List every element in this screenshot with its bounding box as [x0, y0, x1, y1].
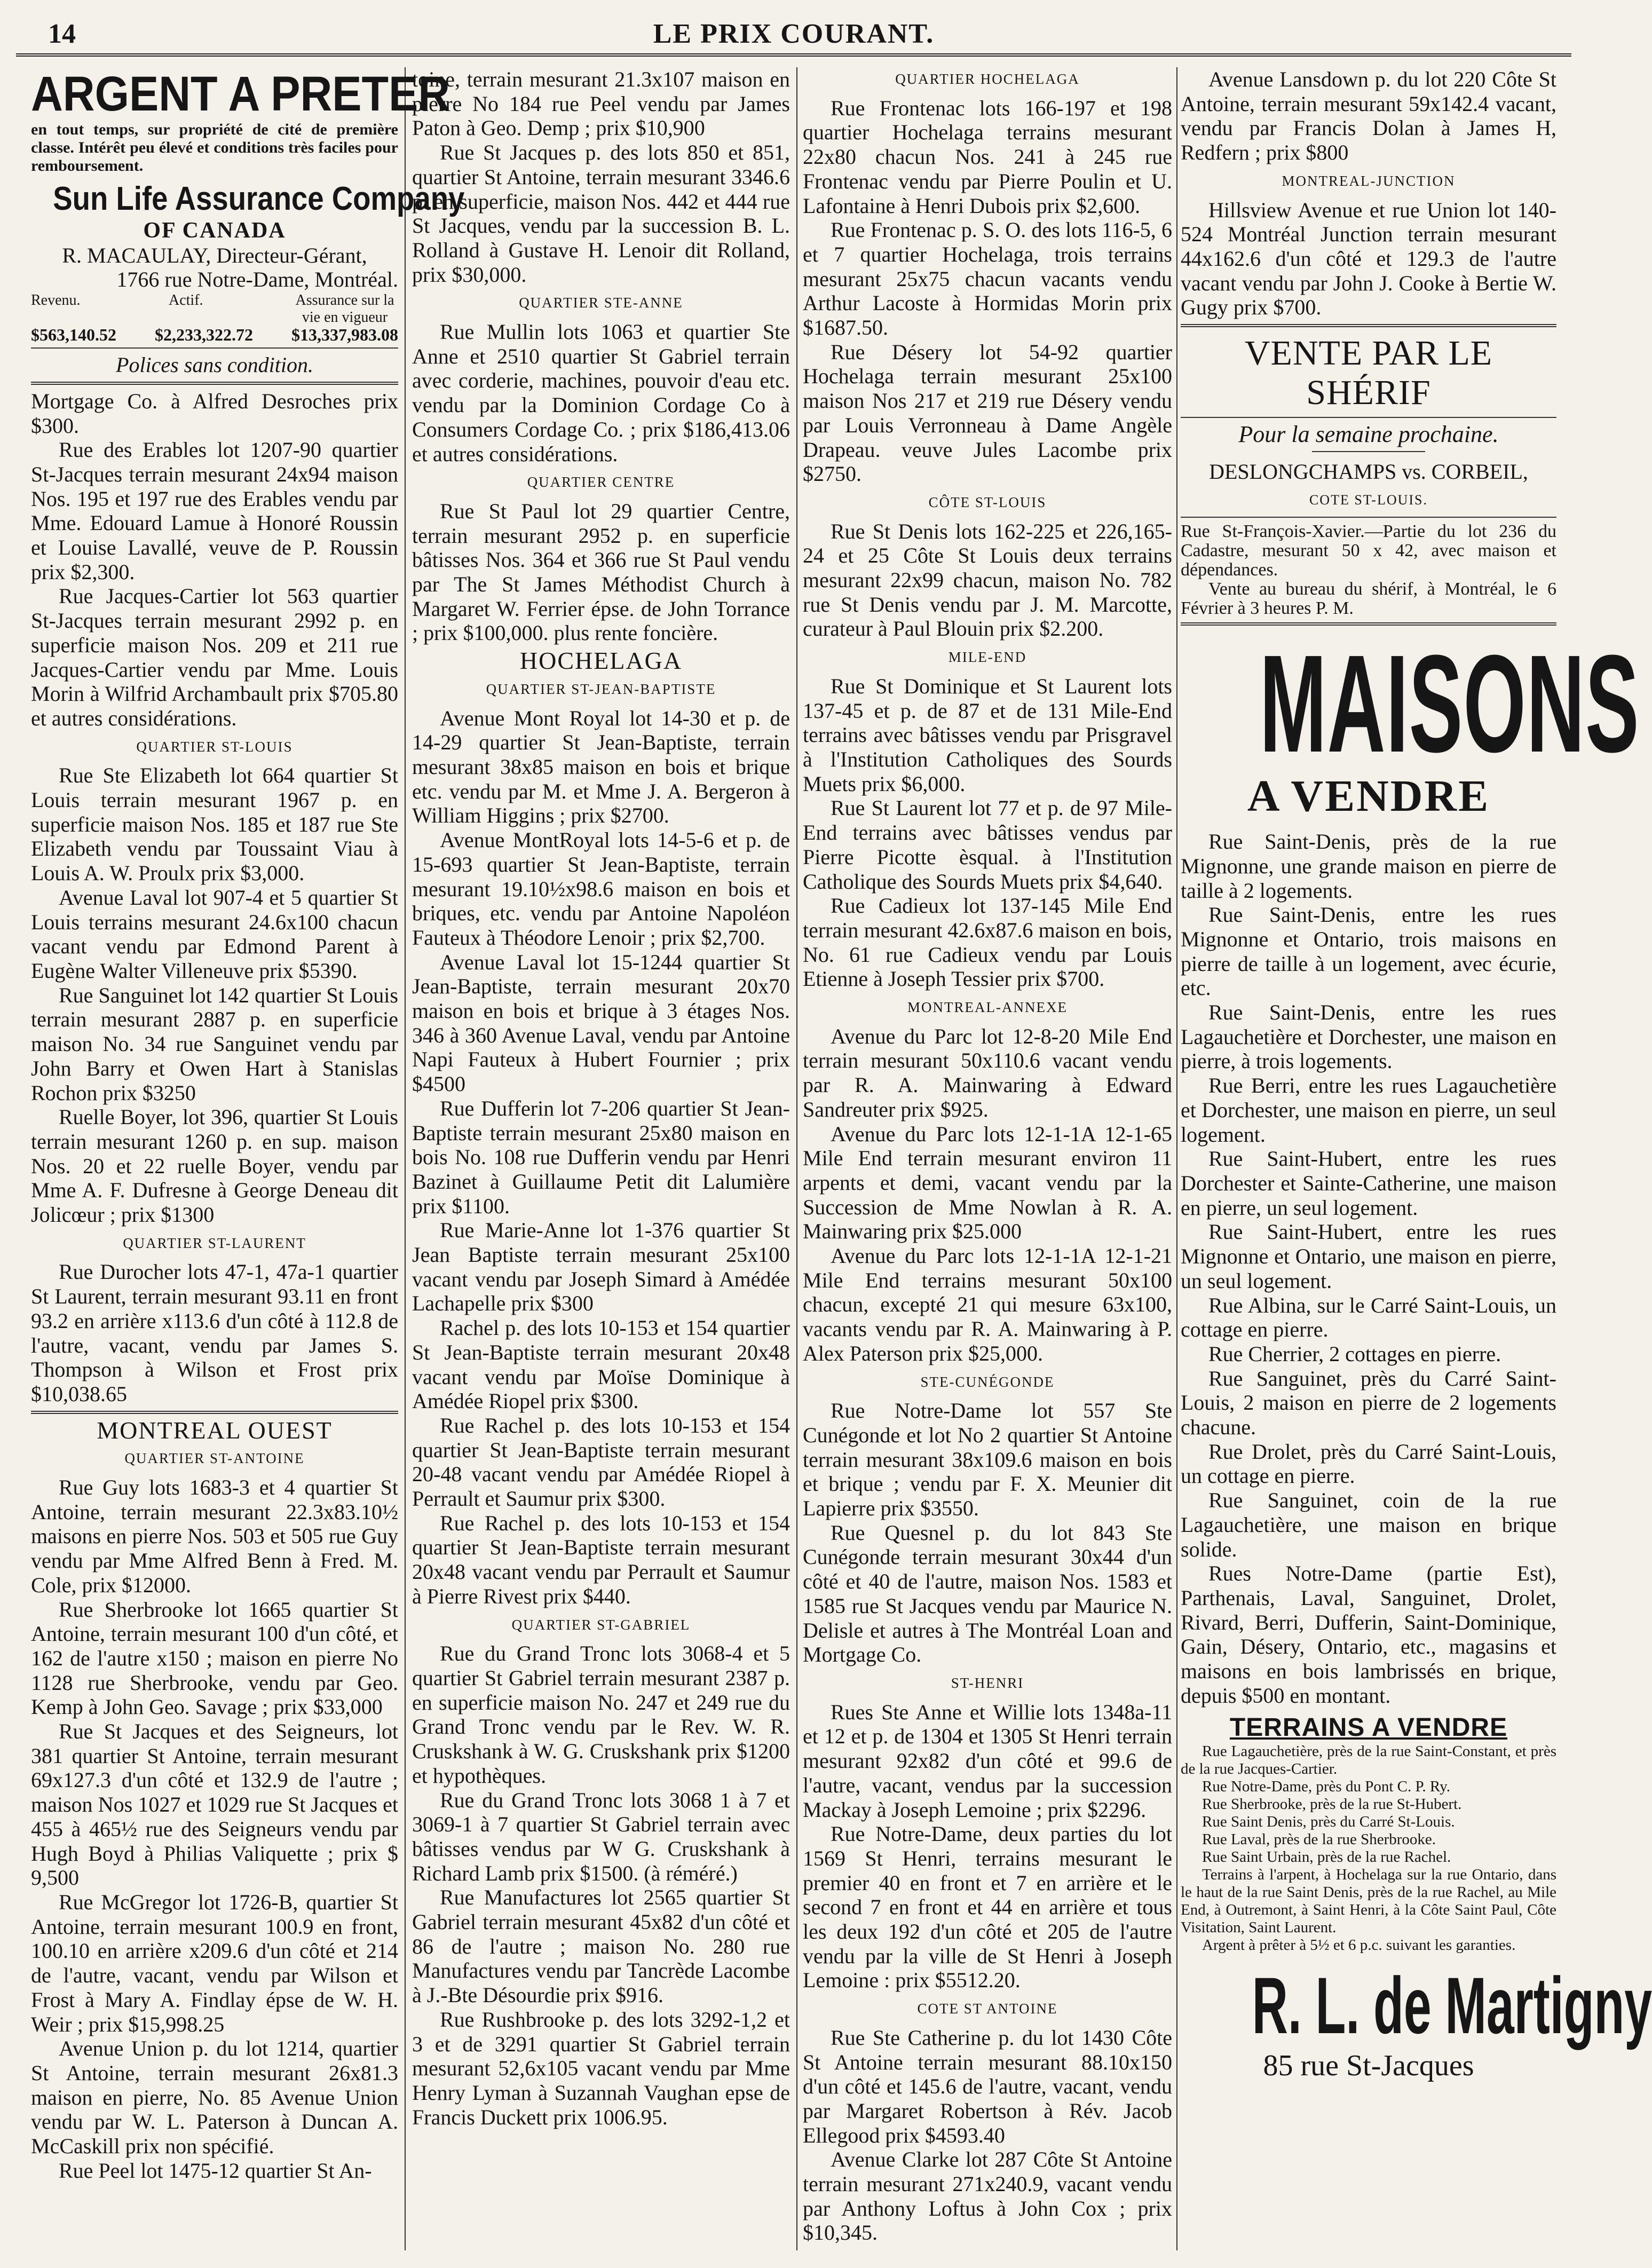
- district-heading: ST-HENRI: [951, 1675, 1024, 1691]
- listing: Avenue Union p. du lot 1214, quartier St Antoine, terrain mesurant 26x81.3 maison en pierre, No. 85 Avenue Union vendu par W. L. Paterson à Duncan A. McCaskill prix non spécifié.: [31, 2036, 398, 2159]
- terrain-listing: Rue Lagauchetière, près de la rue Saint-Constant, et près de la rue Jacques-Cartier.: [1181, 1743, 1556, 1778]
- house-listing: Rue Saint-Hubert, entre les rues Dorchester et Sainte-Catherine, une maison en pierre, un seul logement.: [1181, 1147, 1556, 1220]
- listing: Rue Marie-Anne lot 1-376 quartier St Jean Baptiste terrain mesurant 25x100 vacant vendu par Joseph Simard à Amédée Lachapelle prix $300: [412, 1218, 790, 1316]
- listing: Rue Mullin lots 1063 et quartier Ste Anne et 2510 quartier St Gabriel terrain avec corderie, machines, pouvoir d'eau etc. vendu par la Dominion Cordage Co à Consumers Cordage Co. ; prix $186,413.06 et autres considérations.: [412, 320, 790, 466]
- a-vendre-title: A VENDRE: [1247, 771, 1490, 821]
- house-listing: Rue Sanguinet, coin de la rue Lagauchetière, une maison en brique solide.: [1181, 1488, 1556, 1561]
- listing: Rue Guy lots 1683-3 et 4 quartier St Antoine, terrain mesurant 22.3x83.10½ maisons en pierre Nos. 503 et 505 rue Guy vendu par Mme Alfred Benn à Fred. M. Cole, prix $12000.: [31, 1475, 398, 1597]
- polices-note: Polices sans condition.: [116, 353, 313, 377]
- listing: Avenue du Parc lots 12-1-1A 12-1-21 Mile End terrains mesurant 50x100 chacun, excepté 21 qui mesure 63x100, vacants vendu par R. A. Mainwaring à P. Alex Paterson prix $25,000.: [803, 1244, 1172, 1365]
- advertiser-name: R. L. de Martigny: [1252, 1961, 1652, 2051]
- district-heading: QUARTIER STE-ANNE: [519, 295, 683, 311]
- listing: Rues Ste Anne et Willie lots 1348a-11 et 12 et p. de 1304 et 1305 St Henri terrain mesurant 92x82 d'un côté et 99.6 de l'autre, vacant, vendus par la succession Mackay à Joseph Lemoine ; prix $2296.: [803, 1700, 1172, 1822]
- section-heading: MONTREAL OUEST: [97, 1416, 333, 1444]
- listing: toine, terrain mesurant 21.3x107 maison en pierre No 184 rue Peel vendu par James Paton à Geo. Demp ; prix $10,900: [412, 67, 790, 140]
- listing: Rue St Dominique et St Laurent lots 137-45 et p. de 87 et de 131 Mile-End terrains avec bâtisses vendu par Prisgravel à l'Institution Catholiques des Sourds Muets prix $6,000.: [803, 674, 1172, 796]
- house-listing: Rue Drolet, près du Carré Saint-Louis, un cottage en pierre.: [1181, 1439, 1556, 1488]
- listing: Mortgage Co. à Alfred Desroches prix $300.: [31, 389, 398, 438]
- divider: [31, 382, 398, 385]
- listing: Rue Sherbrooke lot 1665 quartier St Antoine, terrain mesurant 100 d'un côté, et 162 de l'autre x150 ; maison en pierre No 1128 rue Sherbrooke, vendu par Geo. Kemp à John Geo. Savage ; prix $33,000: [31, 1597, 398, 1719]
- listing: Rue Frontenac p. S. O. des lots 116-5, 6 et 7 quartier Hochelaga, trois terrains mesurant 25x75 chacun vacants vendu Arthur Lacoste à Hormidas Morin prix $1687.50.: [803, 218, 1172, 340]
- listing: Rue Notre-Dame lot 557 Ste Cunégonde et lot No 2 quartier St Antoine terrain mesurant 38x109.6 maison en bois et brique ; vendu par F. X. Meunier dit Lapierre prix $3550.: [803, 1398, 1172, 1521]
- district-heading: MILE-END: [948, 649, 1027, 666]
- divider: [1181, 622, 1556, 626]
- district-heading: QUARTIER CENTRE: [527, 474, 675, 491]
- listing: Rue St Jacques p. des lots 850 et 851, quartier St Antoine, terrain mesurant 3346.6 p. en superficie, maison Nos. 442 et 444 rue St Jacques, vendu par la succession B. L. Rolland à Gustave H. Lenoir dit Rolland, prix $30,000.: [412, 140, 790, 287]
- district-heading: STE-CUNÉGONDE: [920, 1373, 1055, 1390]
- house-listing: Rue Berri, entre les rues Lagauchetière et Dorchester, une maison en pierre, un seul logement.: [1181, 1073, 1556, 1147]
- listing: Rue Rachel p. des lots 10-153 et 154 quartier St Jean-Baptiste terrain mesurant 20-48 vacant vendu par Amédée Riopel à Perrault et Saumur prix $300.: [412, 1413, 790, 1511]
- column-1: [31, 67, 465, 2250]
- divider: [31, 1411, 398, 1414]
- finance-table-row: [31, 326, 398, 343]
- company-subtitle: OF CANADA: [143, 218, 286, 243]
- listing: Rue St Paul lot 29 quartier Centre, terrain mesurant 2952 p. en superficie bâtisses Nos. 364 et 366 rue St Paul vendu par The St James Méthodist Church à Margaret W. Ferrier épse. de John Torrance ; prix $100,000. plus rente foncière.: [412, 499, 790, 645]
- case-name: DESLONGCHAMPS vs. CORBEIL,: [1209, 459, 1528, 484]
- house-listing: Rue Sanguinet, près du Carré Saint-Louis, 2 maison en pierre de 2 logements chacune.: [1181, 1366, 1556, 1440]
- district-heading: MONTREAL-JUNCTION: [1282, 172, 1456, 189]
- newspaper-title: LE PRIX COURANT.: [653, 19, 935, 49]
- listing: Rue Durocher lots 47-1, 47a-1 quartier St Laurent, terrain mesurant 93.11 en front 93.2 en arrière x113.6 d'un côté à 112.8 de l'autre, vacant, vendu par James S. Thompson à Wilson et Frost prix $10,038.65: [31, 1260, 398, 1406]
- divider: [1181, 417, 1556, 418]
- house-listing: Rue Saint-Denis, près de la rue Mignonne, une grande maison en pierre de taille à 2 logements.: [1181, 829, 1556, 903]
- listing: Avenue MontRoyal lots 14-5-6 et p. de 15-693 quartier St Jean-Baptiste, terrain mesurant 19.10½x98.6 maison en bois et briques, etc. vendu par Antoine Napoléon Fauteux à Théodore Lenoir ; prix $2,700.: [412, 828, 790, 950]
- page-number: 14: [48, 19, 76, 49]
- terrain-listing: Argent à prêter à 5½ et 6 p.c. suivant les garanties.: [1202, 1937, 1516, 1954]
- listing: Rue Désery lot 54-92 quartier Hochelaga terrain mesurant 25x100 maison Nos 217 et 219 rue Désery vendu par Louis Verronneau à Dame Angèle Drapeau. veuve Jules Lacombe prix $2750.: [803, 339, 1172, 486]
- divider: [31, 347, 398, 349]
- listing: Rue Cadieux lot 137-145 Mile End terrain mesurant 42.6x87.6 maison en bois, No. 61 rue Cadieux vendu par Louis Etienne à Joseph Tessier prix $700.: [803, 894, 1172, 991]
- next-week-note: Pour la semaine prochaine.: [1238, 421, 1499, 448]
- listing: Ruelle Boyer, lot 396, quartier St Louis terrain mesurant 1260 p. en sup. maison Nos. 20 et 22 ruelle Boyer, vendu par Mme A. F. Dufresne à George Deneau dit Jolicœur ; prix $1300: [31, 1105, 398, 1227]
- section-heading: HOCHELAGA: [519, 647, 683, 675]
- listing: Rue Frontenac lots 166-197 et 198 quartier Hochelaga terrains mesurant 22x80 chacun Nos. 241 à 245 rue Frontenac vendu par Pierre Poulin et U. Lafontaine à Henri Dubois prix $2,600.: [803, 96, 1172, 218]
- ad-title: ARGENT A PRETER: [31, 67, 450, 121]
- maisons-title: MAISONS: [1259, 627, 1640, 782]
- table-cell: $563,140.52: [31, 325, 116, 345]
- column-divider: [1176, 67, 1177, 2250]
- listing: Rue St Laurent lot 77 et p. de 97 Mile-End terrains avec bâtisses vendus par Pierre Picotte èsqual. à l'Institution Catholique des Sourds Muets prix $4,640.: [803, 796, 1172, 894]
- table-cell: $2,233,322.72: [155, 325, 253, 345]
- sale-description: Rue St-François-Xavier.—Partie du lot 236 du Cadastre, mesurant 50 x 42, avec maison et dépendances.: [1181, 521, 1556, 580]
- director: R. MACAULAY, Directeur-Gérant,: [62, 243, 367, 267]
- listing: Avenue Mont Royal lot 14-30 et p. de 14-29 quartier St Jean-Baptiste, terrain mesurant 38x85 maison en bois et brique etc. vendu par M. et Mme J. A. Bergeron à William Higgins ; prix $2700.: [412, 706, 790, 828]
- house-listing: Rue Albina, sur le Carré Saint-Louis, un cottage en pierre.: [1181, 1293, 1556, 1342]
- column-4: [1181, 67, 1652, 2250]
- listing: Rue du Grand Tronc lots 3068-4 et 5 quartier St Gabriel terrain mesurant 2387 p. en superficie maison No. 247 et 249 rue du Grand Tronc vendu par le Rev. W. R. Cruskshank à W. G. Cruskshank prix $1200 et hypothèques.: [412, 1641, 790, 1788]
- listing: Rue Peel lot 1475-12 quartier St An-: [59, 2158, 372, 2183]
- listing: Rue des Erables lot 1207-90 quartier St-Jacques terrain mesurant 24x94 maison Nos. 195 et 197 rue des Erables vendu par Mme. Edouard Lamue à Honoré Roussin et Louise Lavallé, veuve de P. Roussin prix $2,300.: [31, 438, 398, 584]
- terrain-listing: Rue Saint Denis, près du Carré St-Louis.: [1202, 1813, 1455, 1831]
- advertiser-address: 85 rue St-Jacques: [1263, 2049, 1474, 2083]
- house-listing: Rue Saint-Hubert, entre les rues Mignonne et Ontario, une maison en pierre, un seul logement.: [1181, 1220, 1556, 1293]
- district-heading: MONTREAL-ANNEXE: [907, 999, 1068, 1016]
- divider: [1181, 324, 1556, 327]
- terrain-listing: Rue Sherbrooke, près de la rue St-Hubert.: [1202, 1796, 1462, 1813]
- listing: Avenue Laval lot 15-1244 quartier St Jean-Baptiste, terrain mesurant 20x70 maison en bois et brique à 3 étages Nos. 346 à 360 Avenue Laval, vendu par Antoine Napi Fauteux à Hubert Fournier ; prix $4500: [412, 950, 790, 1096]
- listing: Rue Manufactures lot 2565 quartier St Gabriel terrain mesurant 45x82 d'un côté et 86 de l'autre ; maison No. 280 rue Manufactures vendu par Tancrède Lacombe à J.-Bte Désourdie prix $916.: [412, 1885, 790, 2008]
- listing: Rue Jacques-Cartier lot 563 quartier St-Jacques terrain mesurant 2992 p. en superficie maison Nos. 209 et 211 rue Jacques-Cartier vendu par Mme. Louis Morin à Wilfrid Archambault prix $705.80 et autres considérations.: [31, 584, 398, 730]
- listing: Avenue Clarke lot 287 Côte St Antoine terrain mesurant 271x240.9, vacant vendu par Anthony Loftus à John Cox ; prix $10,345.: [803, 2147, 1172, 2245]
- terrain-listing: Rue Saint Urbain, près de la rue Rachel.: [1202, 1848, 1451, 1866]
- listing: Avenue du Parc lot 12-8-20 Mile End terrain mesurant 50x110.6 vacant vendu par R. A. Mainwaring à Edward Sandreuter prix $925.: [803, 1024, 1172, 1121]
- house-listing: Rue Cherrier, 2 cottages en pierre.: [1208, 1341, 1501, 1366]
- listing: Rachel p. des lots 10-153 et 154 quartier St Jean-Baptiste terrain mesurant 20x48 vacant vendu par Moïse Dominique à Amédée Riopel prix $300.: [412, 1316, 790, 1413]
- listing: Rue St Jacques et des Seigneurs, lot 381 quartier St Antoine, terrain mesurant 69x127.3 d'un côté et 132.9 de l'autre ; maison Nos 1027 et 1029 rue St Jacques et 455 à 465½ rue des Seigneurs vendu par Hugh Boyd à Philias Valiquette ; prix $ 9,500: [31, 1719, 398, 1890]
- listing: Rue Quesnel p. du lot 843 Ste Cunégonde terrain mesurant 30x44 d'un côté et 40 de l'autre, maison Nos. 1583 et 1585 rue St Jacques vendu par Maurice N. Delisle et autres à The Montréal Loan and Mortgage Co.: [803, 1520, 1172, 1667]
- company-address: 1766 rue Notre-Dame, Montréal.: [116, 267, 398, 292]
- company-name: Sun Life Assurance Company: [53, 180, 465, 217]
- column-divider: [405, 67, 406, 2250]
- listing: Rue Ste Catherine p. du lot 1430 Côte St Antoine terrain mesurant 88.10x150 d'un côté et 145.6 de l'autre, vacant, vendu par Margaret Robertson à Rév. Jacob Ellegood prix $4593.40: [803, 2025, 1172, 2147]
- house-listing: Rues Notre-Dame (partie Est), Parthenais, Laval, Sanguinet, Drolet, Rivard, Berri, Dufferin, Saint-Dominique, Gain, Désery, Ontario, etc., magasins et maisons en bois lambrissés en brique, depuis $500 en montant.: [1181, 1561, 1556, 1708]
- finance-table-head: [31, 292, 398, 326]
- listing: Hillsview Avenue et rue Union lot 140-524 Montréal Junction terrain mesurant 44x162.6 d'un côté et 129.3 de l'autre vacant vendu par John J. Cooke à Bertie W. Gugy prix $700.: [1181, 197, 1556, 320]
- column-2: [412, 67, 790, 2250]
- page-header: [16, 16, 1571, 49]
- listing: Rue Dufferin lot 7-206 quartier St Jean-Baptiste terrain mesurant 25x80 maison en bois No. 108 rue Dufferin vendu par Henri Bazinet à Guillaume Petit dit Lalumière prix $1100.: [412, 1096, 790, 1218]
- listing: Rue St Denis lots 162-225 et 226,165-24 et 25 Côte St Louis deux terrains mesurant 22x99 chacun, maison No. 782 rue St Denis vendu par J. M. Marcotte, curateur à Paul Blouin prix $2.200.: [803, 519, 1172, 641]
- terrain-listing: Terrains à l'arpent, à Hochelaga sur la rue Ontario, dans le haut de la rue Saint Denis, près de la rue Rachel, au Mile End, à Outremont, à Saint Henri, à la Côte Saint Paul, Côte Visitation, Saint Laurent.: [1181, 1866, 1556, 1937]
- terrain-listing: Rue Notre-Dame, près du Pont C. P. Ry.: [1202, 1778, 1450, 1796]
- table-header: Revenu.: [31, 292, 81, 309]
- district-heading: QUARTIER ST-GABRIEL: [511, 1616, 691, 1633]
- house-listing: Rue Saint-Denis, entre les rues Lagauchetière et Dorchester, une maison en pierre, à trois logements.: [1181, 1000, 1556, 1073]
- district-heading: QUARTIER ST-JEAN-BAPTISTE: [486, 681, 716, 697]
- header-rule: [16, 53, 1571, 57]
- listing: Avenue Lansdown p. du lot 220 Côte St Antoine, terrain mesurant 59x142.4 vacant, vendu par Francis Dolan à James H, Redfern ; prix $800: [1181, 67, 1556, 165]
- column-divider: [796, 67, 797, 2250]
- sale-time: Vente au bureau du shérif, à Montréal, le 6 Février à 3 heures P. M.: [1181, 579, 1556, 619]
- listing: Rue Notre-Dame, deux parties du lot 1569 St Henri, terrains mesurant le premier 40 en front et 7 en arrière et le second 7 en front et 44 en arrière et tous les deux 192 d'un côté et 205 de l'autre vendu par la ville de St Henri à Joseph Lemoine : prix $5512.20.: [803, 1822, 1172, 1993]
- district-heading: CÔTE ST-LOUIS: [928, 494, 1047, 510]
- listing: Rue du Grand Tronc lots 3068 1 à 7 et 3069-1 à 7 quartier St Gabriel terrain avec bâtisses vendus par W G. Cruskshank à Richard Lamb prix $1500. (à réméré.): [412, 1788, 790, 1885]
- district-heading: QUARTIER ST-LOUIS: [136, 738, 293, 755]
- sheriff-sale-title: VENTE PAR LE SHÉRIF: [1244, 334, 1493, 413]
- case-location: COTE ST-LOUIS.: [1309, 492, 1428, 508]
- listing: Rue Rushbrooke p. des lots 3292-1,2 et 3 et de 3291 quartier St Gabriel terrain mesurant 52,6x105 vacant vendu par Mme Henry Lyman à Suzannah Vaughan epse de Francis Duckett prix 1006.95.: [412, 2007, 790, 2129]
- district-heading: QUARTIER ST-ANTOINE: [124, 1450, 305, 1467]
- listing: Rue Rachel p. des lots 10-153 et 154 quartier St Jean-Baptiste terrain mesurant 20x48 vacant vendu par Perrault et Saumur à Pierre Rivest prix $440.: [412, 1511, 790, 1608]
- table-header: Assurance sur la vie en vigueur: [295, 292, 394, 326]
- district-heading: QUARTIER HOCHELAGA: [895, 71, 1080, 87]
- divider: [1181, 517, 1556, 518]
- listing: Rue Ste Elizabeth lot 664 quartier St Louis terrain mesurant 1967 p. en superficie maison Nos. 185 et 187 rue Ste Elizabeth vendu par Toussaint Viau à Louis A. W. Proulx prix $3,000.: [31, 763, 398, 886]
- listing: Avenue du Parc lots 12-1-1A 12-1-65 Mile End terrain mesurant environ 11 arpents et demi, vacant vendu par la Succession de Mme Nowlan à R. A. Mainwaring prix $25.000: [803, 1121, 1172, 1244]
- district-heading: QUARTIER ST-LAURENT: [123, 1235, 306, 1251]
- ad-text: en tout temps, sur propriété de cité de première classe. Intérêt peu élevé et conditions très faciles pour remboursement.: [31, 121, 398, 175]
- terrains-title: TERRAINS A VENDRE: [1229, 1713, 1508, 1742]
- listing: Avenue Laval lot 907-4 et 5 quartier St Louis terrains mesurant 24.6x100 chacun vacant vendu par Edmond Parent à Eugène Walter Villeneuve prix $5390.: [31, 885, 398, 983]
- listing: Rue Sanguinet lot 142 quartier St Louis terrain mesurant 2887 p. en superficie maison No. 34 rue Sanguinet vendu par John Barry et Owen Hart à Stanislas Rochon prix $3250: [31, 983, 398, 1105]
- district-heading: COTE ST ANTOINE: [917, 2001, 1058, 2017]
- listing: Rue McGregor lot 1726-B, quartier St Antoine, terrain mesurant 100.9 en front, 100.10 en arrière x209.6 d'un côté et 214 de l'autre, vacant, vendu par Wilson et Frost à Mary A. Findlay épse de W. H. Weir ; prix $15,998.25: [31, 1890, 398, 2036]
- table-cell: $13,337,983.08: [291, 325, 398, 345]
- terrain-listing: Rue Laval, près de la rue Sherbrooke.: [1202, 1831, 1436, 1848]
- table-header: Actif.: [169, 292, 203, 309]
- house-listing: Rue Saint-Denis, entre les rues Mignonne et Ontario, trois maisons en pierre de taille à un logement, avec écurie, etc.: [1181, 903, 1556, 1000]
- divider: [1312, 451, 1425, 452]
- column-3: [803, 67, 1172, 2250]
